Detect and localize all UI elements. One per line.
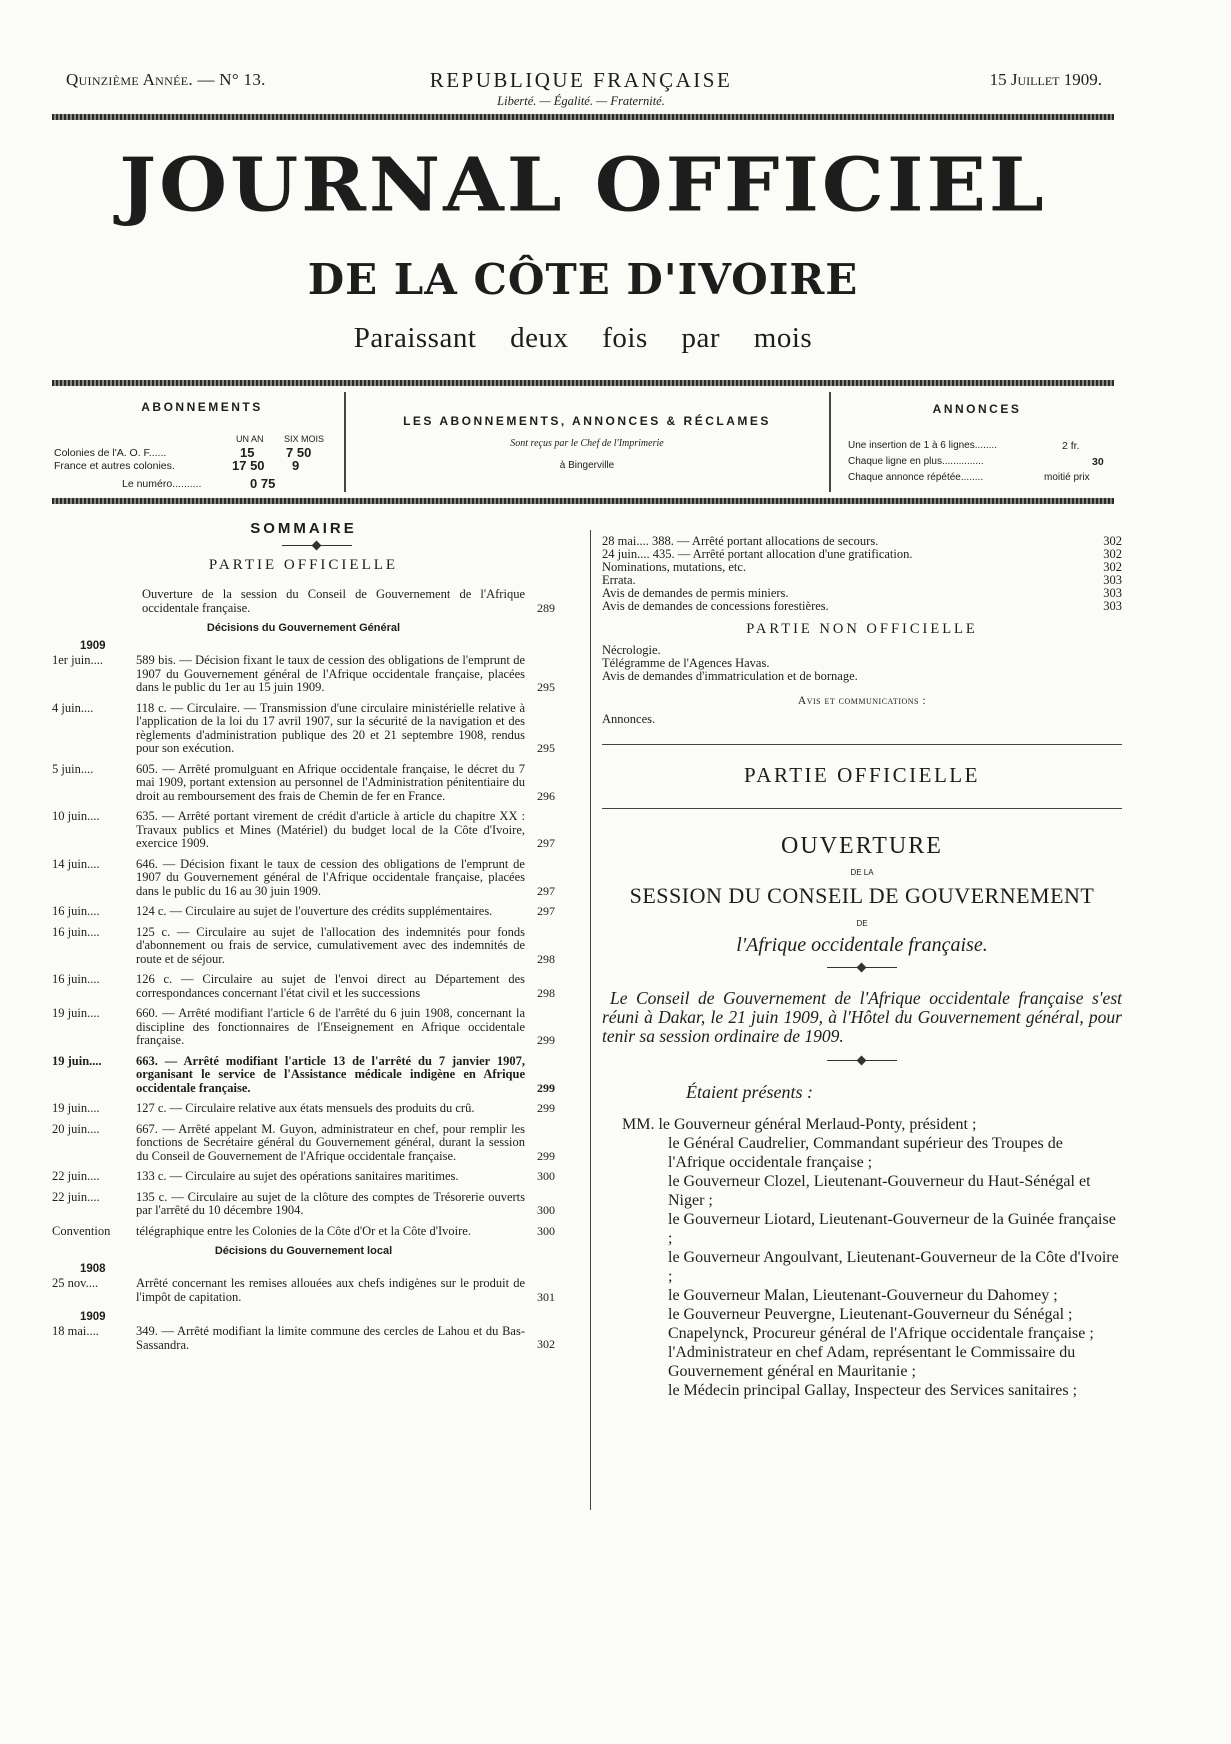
list-item — [52, 905, 555, 919]
member-item: le Gouverneur Angoulvant, Lieutenant-Gouverneur de la Côte d'Ivoire ; — [668, 1249, 1119, 1285]
entry-page: 295 — [537, 741, 555, 755]
row2-label: France et autres colonies. — [54, 460, 175, 472]
article-presents: Étaient présents : — [686, 1082, 813, 1102]
col-six-mois: SIX MOIS — [284, 434, 325, 444]
box-divider — [344, 392, 346, 492]
list-item — [52, 1191, 555, 1218]
entry-text: 126 c. — Circulaire au sujet de l'envoi direct au Département des correspondances concernant l'état civil et les successions — [136, 972, 525, 1000]
entry-text: 118 c. — Circulaire. — Transmission d'une circulaire ministérielle relative à l'application de la loi du 17 avril 1907, sur la sécurité de la navigation et des règlements d'administration publique des 20 et 21 septembre 1908, rendus pour son exécution. — [136, 700, 525, 755]
annonces-row2-label: Chaque ligne en plus............... — [848, 456, 984, 467]
entry-date: 19 juin.... — [52, 1053, 102, 1068]
item-text: Nécrologie. — [602, 643, 661, 657]
list-item — [602, 600, 1122, 613]
entry-date: Convention — [52, 1223, 111, 1238]
year-1909: 1909 — [80, 640, 106, 652]
header-rule — [52, 114, 1114, 120]
row1-un-an: 15 — [240, 445, 255, 460]
list-item — [52, 1055, 555, 1096]
edition-number: Quinzième Année. — N° 13. — [66, 70, 266, 89]
entry-date: 19 juin.... — [52, 1101, 100, 1115]
row1-label: Colonies de l'A. O. F...... — [54, 447, 167, 459]
item-text: Avis de demandes d'immatriculation et de bornage. — [602, 669, 858, 683]
annonces-row1-label: Une insertion de 1 à 6 lignes........ — [848, 440, 997, 451]
annonces-row2-price: 30 — [1092, 456, 1104, 468]
item-page: 302 — [1103, 547, 1122, 561]
partie-non-officielle: PARTIE NON OFFICIELLE — [746, 621, 978, 637]
entry-date: 20 juin.... — [52, 1121, 100, 1136]
item-page: 303 — [1103, 573, 1122, 587]
member-item: Cnapelynck, Procureur général de l'Afrique occidentale française ; — [668, 1325, 1094, 1342]
entry-text: 660. — Arrêté modifiant l'article 6 de l'arrêté du 6 juin 1908, concernant la discipline des fonctionnaires de l'Enseignement en Afrique occidentale française. — [136, 1006, 525, 1047]
member-item: le Général Caudrelier, Commandant supérieur des Troupes de l'Afrique occidentale française ; — [668, 1135, 1063, 1171]
motto: Liberté. — Égalité. — Fraternité. — [497, 94, 665, 108]
entry-date: 18 mai.... — [52, 1325, 99, 1338]
center-box-line2: à Bingerville — [559, 460, 615, 471]
ornament — [282, 541, 326, 551]
list-item — [52, 1325, 555, 1351]
list-item — [52, 654, 555, 695]
list-item — [52, 973, 555, 1000]
entry-text: 589 bis. — Décision fixant le taux de cession des obligations de l'emprunt de 1907 du Gouvernement général de l'Afrique occidentale française, placées dans le public du 1er au 15 juin 1909. — [136, 653, 525, 694]
member-item: le Médecin principal Gallay, Inspecteur des Services sanitaires ; — [668, 1382, 1078, 1399]
list-item — [52, 763, 555, 804]
entry-date: 25 nov.... — [52, 1276, 99, 1290]
column-divider — [590, 530, 591, 1510]
entry-page: 302 — [537, 1336, 555, 1351]
member-item: l'Administrateur en chef Adam, représentant le Commissaire du Gouvernement général en Mauritanie ; — [668, 1344, 1076, 1380]
entry-page: 299 — [537, 1101, 555, 1115]
entry-text: 663. — Arrêté modifiant l'article 13 de l'arrêté du 7 janvier 1907, organisant le service de l'Assistance médicale indigène en Afrique occidentale française. — [136, 1053, 525, 1095]
entry-date: 22 juin.... — [52, 1189, 100, 1204]
item-text: Errata. — [602, 573, 636, 587]
issue-date: 15 Juillet 1909. — [989, 70, 1102, 89]
entry-date: 16 juin.... — [52, 972, 100, 986]
box-divider — [829, 392, 831, 492]
entry-page: 300 — [537, 1203, 555, 1217]
entry-page: 297 — [537, 836, 555, 850]
list-item — [52, 1170, 555, 1184]
item-text: Avis de demandes de permis miniers. — [602, 586, 789, 600]
entry-text: 135 c. — Circulaire au sujet de la clôture des comptes de Trésorerie ouverts par l'arrêté du 10 décembre 1904. — [136, 1189, 525, 1217]
item-text: Télégramme de l'Agences Havas. — [602, 656, 770, 670]
entry-page: 298 — [537, 985, 555, 1000]
year-1909-b: 1909 — [80, 1311, 106, 1323]
item-text: 28 mai.... 388. — Arrêté portant allocations de secours. — [602, 534, 879, 548]
entry-date: 10 juin.... — [52, 809, 100, 823]
entry-text: Arrêté concernant les remises allouées aux chefs indigènes sur le produit de l'impôt de capitation. — [136, 1276, 525, 1304]
item-text: Avis de demandes de concessions forestières. — [602, 599, 829, 613]
entry-text: 127 c. — Circulaire relative aux états mensuels des produits du crû. — [136, 1101, 475, 1115]
entry-date: 16 juin.... — [52, 904, 100, 918]
center-box-line1: Sont reçus par le Chef de l'Imprimerie — [510, 438, 664, 449]
entry-page: 295 — [537, 680, 555, 694]
intro-entry — [52, 588, 555, 615]
annonces-row3-price: moitié prix — [1044, 472, 1090, 483]
entry-text: 133 c. — Circulaire au sujet des opérations sanitaires maritimes. — [136, 1169, 459, 1183]
republic-heading: REPUBLIQUE FRANÇAISE — [429, 68, 733, 92]
row2-six-mois: 9 — [292, 458, 300, 473]
article-title: OUVERTURE — [781, 833, 943, 859]
list-item — [52, 1277, 555, 1304]
entry-page: 301 — [537, 1289, 555, 1304]
entry-text: 605. — Arrêté promulguant en Afrique occidentale française, le décret du 7 mai 1909, portant extension au personnel de l'Administration pénitentiaire du droit au remboursement des frais de Chemin de fer en France. — [136, 761, 525, 803]
right-column — [602, 535, 1122, 1400]
entry-date: 4 juin.... — [52, 700, 94, 715]
list-item — [602, 713, 1122, 726]
subhead-general: Décisions du Gouvernement Général — [206, 622, 401, 634]
subscription-box — [52, 392, 1114, 496]
member-item: le Gouverneur Peuvergne, Lieutenant-Gouverneur du Sénégal ; — [668, 1306, 1073, 1323]
numero-price: 0 75 — [250, 476, 276, 491]
entry-date: 16 juin.... — [52, 924, 100, 939]
list-item — [602, 670, 1122, 683]
annonces-row1-price: 2 fr. — [1062, 440, 1080, 452]
ornament — [827, 963, 897, 973]
annonces-row3-label: Chaque annonce répétée........ — [848, 472, 984, 483]
item-text: Annonces. — [602, 712, 656, 726]
list-item — [52, 810, 555, 851]
entry-page: 296 — [537, 788, 555, 803]
sommaire-heading: SOMMAIRE — [250, 520, 357, 537]
center-box-heading: LES ABONNEMENTS, ANNONCES & RÉCLAMES — [403, 414, 771, 428]
entry-text: 349. — Arrêté modifiant la limite commune des cercles de Lahou et du Bas-Sassandra. — [136, 1325, 525, 1351]
row2-un-an: 17 50 — [232, 458, 265, 473]
entry-date: 14 juin.... — [52, 856, 100, 871]
ornament — [827, 1056, 897, 1066]
item-page: 302 — [1103, 534, 1122, 548]
year-1908: 1908 — [80, 1263, 106, 1275]
entry-text: télégraphique entre les Colonies de la Côte d'Or et la Côte d'Ivoire. — [136, 1223, 471, 1238]
list-item — [52, 702, 555, 756]
article-session: SESSION DU CONSEIL DE GOUVERNEMENT — [629, 883, 1095, 908]
member-item: le Gouverneur Liotard, Lieutenant-Gouverneur de la Guinée française ; — [668, 1211, 1116, 1247]
list-item — [52, 1123, 555, 1164]
article-de-la: DE LA — [850, 868, 874, 877]
member-item: MM. le Gouverneur général Merlaud-Ponty, président ; — [622, 1116, 977, 1133]
item-page: 303 — [1103, 599, 1122, 613]
entry-page: 299 — [537, 1080, 555, 1095]
row1-six-mois: 7 50 — [286, 445, 312, 460]
divider — [602, 744, 1122, 745]
article-de: DE — [856, 919, 868, 928]
article-afrique: l'Afrique occidentale française. — [736, 934, 988, 956]
numero-label: Le numéro.......... — [122, 478, 202, 490]
entry-page: 299 — [537, 1148, 555, 1163]
item-text: Nominations, mutations, etc. — [602, 560, 747, 574]
entry-date: 22 juin.... — [52, 1169, 100, 1183]
masthead-subtitle: DE LA CÔTE D'IVOIRE — [307, 255, 859, 304]
avis-heading: Avis et communications : — [797, 695, 927, 707]
abonnements-heading: ABONNEMENTS — [141, 400, 263, 414]
divider — [602, 808, 1122, 809]
top-bar — [66, 64, 1102, 108]
entry-text: 667. — Arrêté appelant M. Guyon, administrateur en chef, pour remplir les fonctions de Secrétaire général du Gouvernement général, durant la session du Conseil de Gouvernement de l'Afrique occidentale française. — [136, 1121, 525, 1163]
sommaire-partie: PARTIE OFFICIELLE — [208, 557, 399, 573]
entry-page: 300 — [537, 1169, 555, 1183]
entry-text: 646. — Décision fixant le taux de cession des obligations de l'emprunt de 1907 du Gouvernement général de l'Afrique occidentale française, placées dans le public du 16 au 30 juin 1909. — [136, 856, 525, 898]
entry-text: 125 c. — Circulaire au sujet de l'allocation des indemnités pour fonds d'abonnement ou frais de service, cumulativement avec des indemnités de route et de séjour. — [136, 924, 525, 966]
entry-page: 297 — [537, 883, 555, 898]
annonces-heading: ANNONCES — [932, 402, 1022, 416]
entry-text: 635. — Arrêté portant virement de crédit d'article à article du chapitre XX : Travaux publics et Mines (Matériel) du budget local de la Côte d'Ivoire, exercice 1909. — [136, 809, 525, 850]
list-item — [52, 858, 555, 899]
entry-page: 300 — [537, 1223, 555, 1238]
member-item: le Gouverneur Clozel, Lieutenant-Gouverneur du Haut-Sénégal et Niger ; — [668, 1173, 1091, 1209]
list-item — [52, 926, 555, 967]
entry-page: 298 — [537, 951, 555, 966]
entry-page: 299 — [537, 1033, 555, 1047]
subhead-local: Décisions du Gouvernement local — [214, 1245, 393, 1257]
entry-text: 124 c. — Circulaire au sujet de l'ouverture des crédits supplémentaires. — [136, 904, 493, 918]
sommaire-column — [52, 520, 555, 1358]
article-lead: Le Conseil de Gouvernement de l'Afrique occidentale française s'est réuni à Dakar, le 21 juin 1909, à l'Hôtel du Gouvernement général, pour tenir sa session ordinaire de 1909. — [602, 988, 1122, 1046]
box-top-rule — [52, 380, 1114, 386]
item-page: 302 — [1103, 560, 1122, 574]
item-page: 303 — [1103, 586, 1122, 600]
list-item — [602, 561, 1122, 574]
list-item — [52, 1007, 555, 1048]
intro-page: 289 — [537, 600, 555, 615]
list-item — [52, 1225, 555, 1239]
item-text: 24 juin.... 435. — Arrêté portant allocation d'une gratification. — [602, 547, 913, 561]
entry-date: 5 juin.... — [52, 761, 94, 776]
masthead-frequency: Paraissant deux fois par mois — [353, 322, 813, 354]
article-partie: PARTIE OFFICIELLE — [744, 763, 980, 787]
masthead-title: JOURNAL OFFICIEL — [119, 142, 1047, 229]
col-un-an: UN AN — [236, 434, 264, 444]
list-item — [52, 1102, 555, 1116]
entry-date: 1er juin.... — [52, 653, 104, 667]
entry-date: 19 juin.... — [52, 1006, 100, 1020]
box-bottom-rule — [52, 498, 1114, 504]
entry-page: 297 — [537, 904, 555, 918]
member-item: le Gouverneur Malan, Lieutenant-Gouverneur du Dahomey ; — [668, 1287, 1058, 1304]
intro-text: Ouverture de la session du Conseil de Gouvernement de l'Afrique occidentale française. — [142, 587, 525, 615]
